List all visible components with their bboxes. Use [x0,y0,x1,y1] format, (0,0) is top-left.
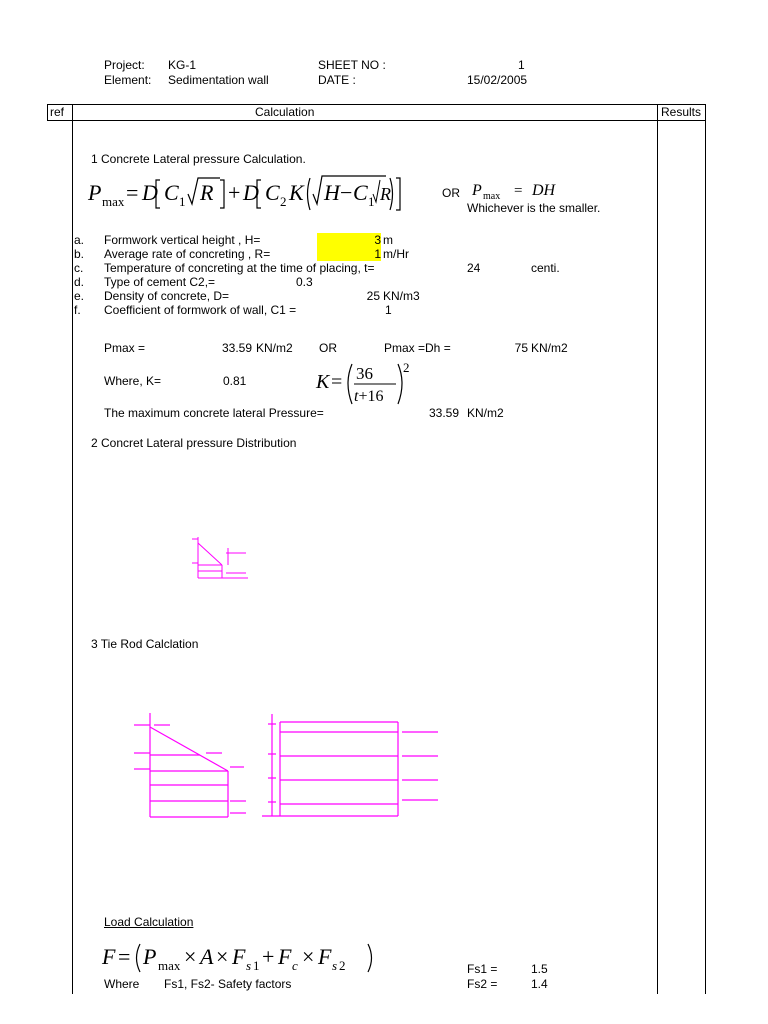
calculation-column-header: Calculation [255,105,315,119]
svg-text:F: F [232,944,246,969]
svg-text:D: D [142,180,158,205]
svg-text:2: 2 [403,360,410,375]
param-height-value: 3 [317,233,381,247]
svg-text:F: F [318,944,332,969]
param-label: Type of cement C2,= [104,275,216,289]
pmax-dh-label: Pmax =Dh = [384,341,451,355]
param-unit: m/Hr [383,247,409,261]
svg-text:36: 36 [356,364,373,383]
svg-text:+: + [228,180,241,205]
svg-text:P: P [143,944,157,969]
svg-text:c: c [292,958,298,973]
whichever-note: Whichever is the smaller. [467,201,601,215]
param-label: Temperature of concreting at the time of placing, t= [104,261,375,275]
svg-text:1: 1 [368,194,375,209]
section-3-title: 3 Tie Rod Calclation [91,637,199,651]
param-rate-value: 1 [317,247,381,261]
svg-text:H: H [324,180,340,205]
table-right-border [705,104,706,994]
fs1-value: 1.5 [531,962,548,976]
svg-text:×: × [216,944,229,969]
element-value: Sedimentation wall [168,73,269,87]
date-value: 15/02/2005 [467,73,528,87]
svg-text:R: R [380,184,391,204]
svg-text:=: = [126,180,139,205]
pmax-formula [86,170,406,214]
svg-text:s: s [246,958,252,973]
svg-text:R: R [200,180,214,205]
svg-text:−: − [340,180,353,205]
param-letter: a. [74,233,85,247]
pmax-label: Pmax = [104,341,146,355]
load-calculation-title: Load Calculation [104,915,194,929]
svg-text:2: 2 [339,958,346,973]
svg-text:×: × [184,944,197,969]
svg-text:D: D [243,180,259,205]
section-1-title: 1 Concrete Lateral pressure Calculation. [91,152,306,166]
fs2-value: 1.4 [531,977,548,991]
param-temperature-value: 24 [467,261,481,275]
section-2-title: 2 Concret Lateral pressure Distribution [91,436,297,450]
svg-text:P: P [472,182,482,199]
sheet-value: 1 [518,58,525,72]
svg-text:=: = [118,944,131,969]
svg-text:+: + [262,944,275,969]
svg-text:=: = [514,183,523,199]
date-label: DATE : [318,73,356,87]
pressure-distribution-diagram [190,533,262,583]
svg-text:C: C [164,180,179,205]
svg-text:C: C [265,180,280,205]
svg-text:t+16: t+16 [354,388,384,405]
fs1-label: Fs1 = [467,962,498,976]
table-left-border [47,104,48,121]
param-label: Density of concrete, D= [104,289,230,303]
param-letter: d. [74,275,85,289]
param-density-value: 25 [366,289,380,303]
where-label: Where [104,977,140,991]
svg-text:F: F [278,944,292,969]
param-letter: e. [74,289,85,303]
pmax-unit: KN/m2 [256,341,293,355]
param-label: Average rate of concreting , R= [104,247,271,261]
param-cement-value: 0.3 [296,275,313,289]
svg-text:DH: DH [532,182,556,199]
pmax-dh-unit: KN/m2 [531,341,568,355]
sheet-label: SHEET NO : [318,58,386,72]
svg-text:max: max [483,191,501,202]
ref-column-header: ref [50,105,65,119]
svg-text:s: s [332,958,338,973]
k-formula [314,358,414,408]
param-unit: centi. [531,261,560,275]
project-label: Project: [104,58,145,72]
svg-text:2: 2 [280,194,287,209]
results-column-header: Results [661,105,702,119]
table-header-border [47,120,706,121]
param-letter: c. [74,261,84,275]
tie-rod-pressure-diagram [130,705,250,825]
svg-text:=: = [331,371,343,393]
param-c1-value: 1 [385,303,392,317]
svg-text:P: P [88,180,102,205]
max-pressure-value: 33.59 [429,406,460,420]
svg-text:K: K [316,371,330,393]
param-label: Formwork vertical height , H= [104,233,261,247]
project-value: KG-1 [168,58,197,72]
param-unit: KN/m3 [383,289,420,303]
ref-column-divider [72,104,73,994]
fs2-label: Fs2 = [467,977,498,991]
svg-text:1: 1 [253,958,260,973]
param-unit: m [383,233,393,247]
svg-text:max: max [102,194,125,209]
pmax-dh-formula [470,178,580,202]
svg-text:max: max [158,958,181,973]
svg-text:C: C [353,180,368,205]
table-top-border [47,104,706,105]
param-label: Coefficient of formwork of wall, C1 = [104,303,297,317]
element-label: Element: [104,73,152,87]
pmax-or: OR [319,341,337,355]
svg-text:F: F [102,944,116,969]
results-column-divider [657,104,658,994]
max-pressure-label: The maximum concrete lateral Pressure= [104,406,324,420]
svg-text:K: K [289,180,304,205]
tie-rod-elevation-diagram [258,712,444,820]
svg-text:×: × [302,944,315,969]
svg-text:1: 1 [179,194,186,209]
param-letter: f. [74,303,81,317]
pmax-value: 33.59 [221,341,252,355]
k-value: 0.81 [223,374,247,388]
formula-or: OR [442,186,460,200]
max-pressure-unit: KN/m2 [467,406,504,420]
param-letter: b. [74,247,85,261]
svg-text:A: A [200,944,214,969]
safety-factor-description: Fs1, Fs2- Safety factors [164,977,292,991]
k-label: Where, K= [104,374,162,388]
load-formula [100,938,400,974]
pmax-dh-value: 75 [514,341,528,355]
